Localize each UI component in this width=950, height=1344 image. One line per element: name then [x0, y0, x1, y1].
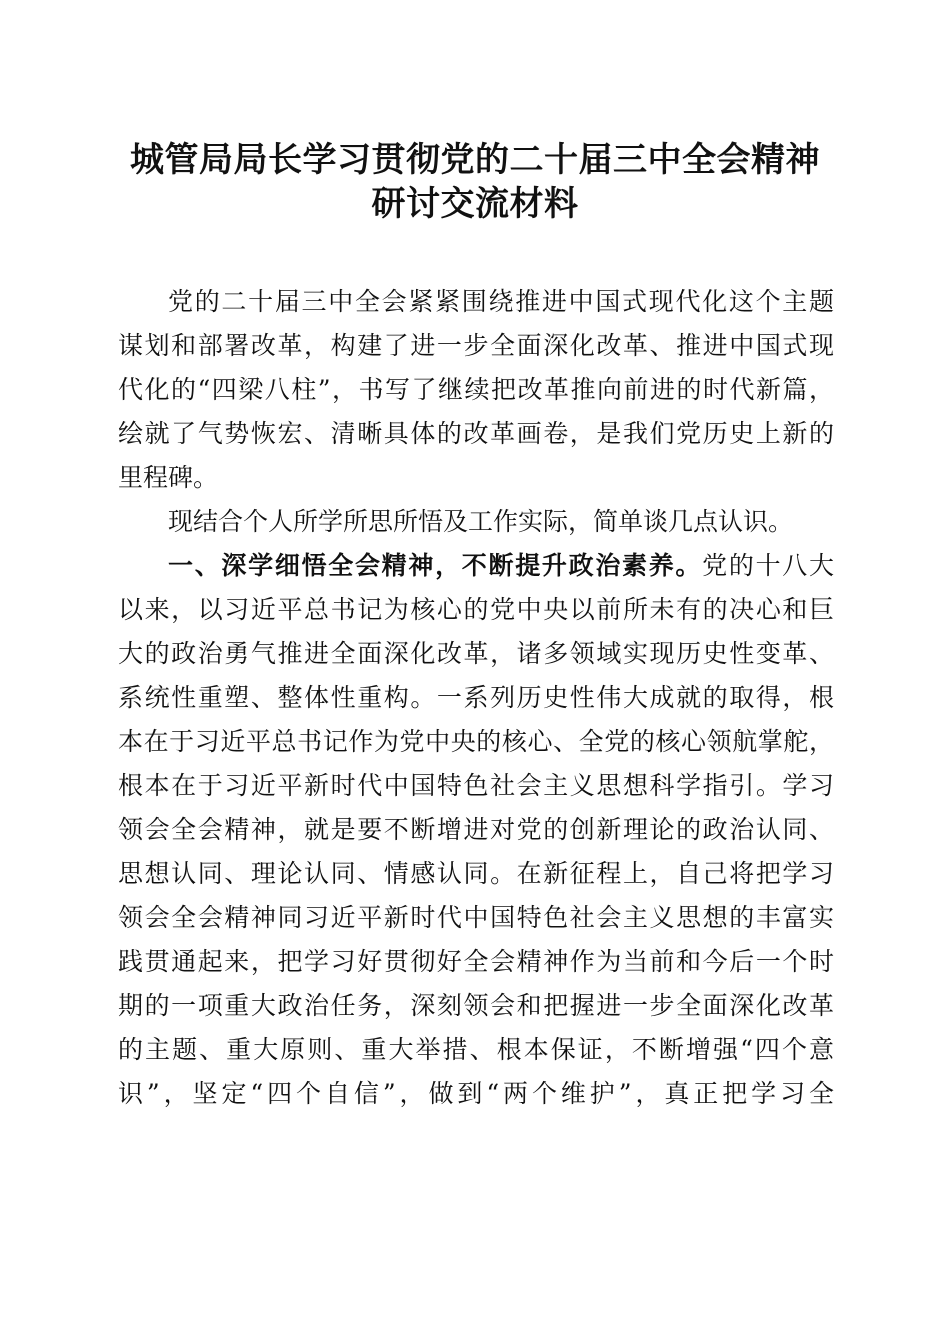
section-1-line-11: 期的一项重大政治任务，深刻领会和把握进一步全面深化改革: [118, 991, 834, 1020]
section-1-line-2: 以来，以习近平总书记为核心的党中央以前所未有的决心和巨: [118, 595, 834, 624]
paragraph-1-line-3: 代化的“四梁八柱”，书写了继续把改革推向前进的时代新篇，: [118, 375, 834, 404]
section-1-line-5: 本在于习近平总书记作为党中央的核心、全党的核心领航掌舵，: [118, 727, 834, 756]
section-1-line-7: 领会全会精神，就是要不断增进对党的创新理论的政治认同、: [118, 815, 834, 844]
paragraph-1-line-2: 谋划和部署改革，构建了进一步全面深化改革、推进中国式现: [118, 331, 834, 360]
section-1-line-12: 的主题、重大原则、重大举措、根本保证，不断增强“四个意: [118, 1035, 834, 1064]
section-1-line-6: 根本在于习近平新时代中国特色社会主义思想科学指引。学习: [118, 771, 834, 800]
section-1-first-line: [168, 544, 834, 588]
section-1-line-4: 系统性重塑、整体性重构。一系列历史性伟大成就的取得，根: [118, 683, 834, 712]
document-title-line-2: 研讨交流材料: [371, 184, 579, 224]
document-title-line-1: 城管局局长学习贯彻党的二十届三中全会精神: [130, 140, 820, 180]
paragraph-1-line-4: 绘就了气势恢宏、清晰具体的改革画卷，是我们党历史上新的: [118, 419, 834, 448]
paragraph-1-line-5: 里程碑。: [118, 463, 219, 492]
section-1-line-8: 思想认同、理论认同、情感认同。在新征程上，自己将把学习: [118, 859, 834, 888]
paragraph-1-line-1: 党的二十届三中全会紧紧围绕推进中国式现代化这个主题: [168, 287, 834, 316]
section-1-first-line-rest: 党的十八大: [702, 551, 834, 580]
section-1-line-13: 识”，坚定“四个自信”，做到“两个维护”，真正把学习全: [118, 1079, 834, 1108]
section-1-line-10: 践贯通起来，把学习好贯彻好全会精神作为当前和今后一个时: [118, 947, 834, 976]
paragraph-2-line-1: 现结合个人所学所思所悟及工作实际，简单谈几点认识。: [168, 507, 794, 536]
section-1-line-9: 领会全会精神同习近平新时代中国特色社会主义思想的丰富实: [118, 903, 834, 932]
section-1-heading: 一、深学细悟全会精神，不断提升政治素养。: [168, 551, 703, 580]
section-1-line-3: 大的政治勇气推进全面深化改革，诸多领域实现历史性变革、: [118, 639, 834, 668]
